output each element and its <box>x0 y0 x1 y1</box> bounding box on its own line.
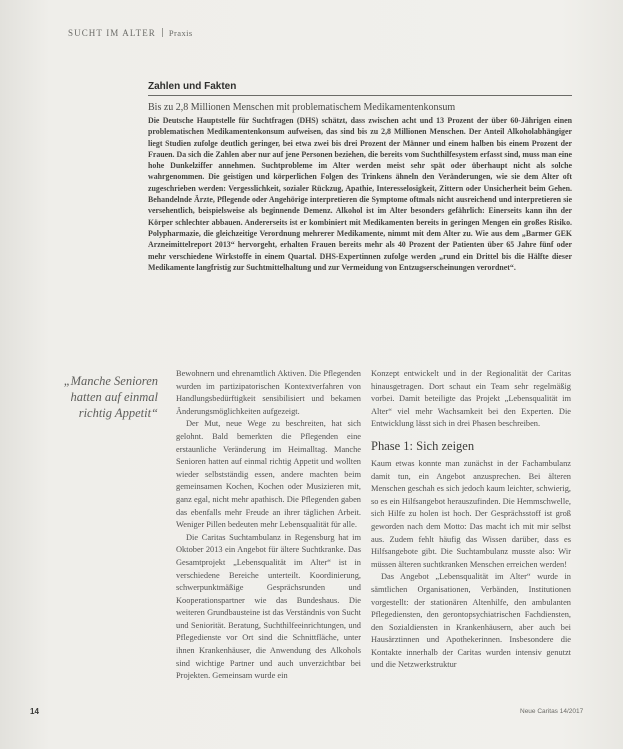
box-divider <box>148 95 572 96</box>
running-head-divider <box>162 28 163 37</box>
box-title: Zahlen und Fakten <box>148 81 237 92</box>
box-subtitle: Bis zu 2,8 Millionen Menschen mit problematischem Medikamentenkonsum <box>148 102 456 113</box>
page-number: 14 <box>30 707 39 716</box>
section-heading: Phase 1: Sich zeigen <box>371 438 475 453</box>
paragraph: Kaum etwas konnte man zunächst in der Fachambulanz damit tun, ein Angebot anzusprechen. Bei älteren Menschen geschah es sich jedoch kaum leichter, schwierig, so es ein Hilfsangebot herauszufinden. Die Hemmschwelle, sich Hilfe zu holen ist hoch. Der Gesprächsstoff ist groß geworden nach dem Motto: Das macht ich mit mir selbst aus. Zudem fehlt häufig das Wissen darüber, dass es Hilfsangebote gibt. Die Suchtambulanz musste also: Wir müssen älteren suchtkranken Menschen erreichen werden! <box>371 458 572 569</box>
running-head <box>68 28 193 38</box>
running-head-title: SUCHT IM ALTER <box>68 28 156 38</box>
paragraph: Die Caritas Suchtambulanz in Regensburg hat im Oktober 2013 ein Angebot für ältere Suchtkranke. Das Gesamtprojekt „Lebensqualität im Alter“ ist in verschiedene Bereiche unterteilt. Koordinierung, schwerpunktmäßige Gesprächsrunden und Kooperationspartner wie das Bundeshaus. Die weiteren Grundbausteine ist das Verständnis von Sucht und Seniorität. Beratung, Suchthilfeeinrichtungen, und Pflegedienste vor Ort sind die Schnittfläche, unter ihnen Krankenhäuser, die Anwendung des Alkohols sind wichtige Partner und auch unverzichtbar bei Projekten. Gemeinsam wurde ein <box>176 532 361 681</box>
running-head-section: Praxis <box>168 28 193 38</box>
paragraph: Bewohnern und ehrenamtlich Aktiven. Die Pflegenden wurden im partizipatorischen Kontextverfahren von Handlungsbedürftigkeit sensibilisiert und bekamen Änderungsmöglichkeiten aufgezeigt. <box>176 369 361 416</box>
paragraph: Konzept entwickelt und in der Regionalität der Caritas hinausgetragen. Dort schaut ein Team sehr regelmäßig vorbei. Damit beteiligte das Projekt „Lebensqualität im Alter“ viel mehr Wachsamkeit bei den Experten. Die Entwicklung lässt sich in drei Phasen beschreiben. <box>371 369 571 429</box>
pull-quote: „Manche Senioren hatten auf einmal richtig Appetit“ <box>63 374 158 420</box>
paragraph: Das Angebot „Lebensqualität im Alter“ wurde in sämtlichen Organisationen, Verbänden, Institutionen vorgestellt: der stationären Altenhilfe, den ambulanten Pflegediensten, den gerontopsychiatrischen Fachdiensten, den Sozialdiensten in Krankenhäusern, aber auch bei Hausärztinnen und Apothekerinnen. Insbesondere die Kontakte innerhalb der Caritas wurden intensiv genutzt und die Netzwerkstruktur <box>371 572 571 670</box>
text-column-1 <box>176 368 361 683</box>
box-body: Die Deutsche Hauptstelle für Suchtfragen (DHS) schätzt, dass zwischen acht und 13 Prozent der über 60-Jährigen einen problematischen Medikamentenkonsum aufweisen, das sind bis zu 2,8 Millionen Menschen. Der Anteil Alkoholabhängiger liegt Studien zufolge deutlich geringer, bei etwa zwei bis drei Prozent der Männer und einem halben bis einem Prozent der Frauen. Da sich die Zahlen aber nur auf jene Personen beziehen, die bereits vom Suchthilfesystem erfasst sind, muss man eine hohe Dunkelziffer annehmen. Suchtprobleme im Alter werden meist sehr spät oder überhaupt nicht als solche wahrgenommen. Die geistigen und körperlichen Folgen des Trinkens ähneln den Veränderungen, wie sie dem Alter oft zugeschrieben werden: Vergesslichkeit, sozialer Rückzug, Apathie, Interesselosigkeit, Zittern oder Unsicherheit beim Gehen. Behandelnde Ärzte, Pflegende oder Angehörige interpretieren die Symptome oftmals nicht ausreichend und interpretieren sie versehentlich, beispielsweise als beginnende Demenz. Alkohol ist im Alter besonders gefährlich: Einerseits kann ihn der Körper schlechter abbauen. Andererseits ist er kombiniert mit Medikamenten bereits in geringen Mengen ein großes Risiko. Polypharmazie, die gleichzeitige Verordnung mehrerer Medikamente, nimmt mit dem Alter zu. Wie aus dem „Barmer GEK Arzneimittelreport 2013“ hervorgeht, erhalten Frauen bereits mehr als 40 Prozent der Patienten über 65 Jahre fünf oder mehr verschiedene Wirkstoffe in einem Quartal. DHS-Expertinnen zufolge werden „rund ein Drittel bis die Hälfte dieser Medikamente langfristig zur Suchtmittelhaltung und zur Vermeidung von Entzugserscheinungen verordnet“. <box>148 116 572 272</box>
text-column-2 <box>371 368 571 672</box>
paragraph: Der Mut, neue Wege zu beschreiten, hat sich gelohnt. Bald bemerkten die Pflegenden eine erstaunliche Veränderung im Heimalltag. Manche Senioren hatten auf einmal richtig Appetit und wollten wieder selbstständig essen, andere machten beim gemeinsamen Kochen, Kochen oder Musizieren mit, ganz egal, nicht mehr apathisch. Die Pflegenden gaben das ebenfalls mehr Freude an ihrer täglichen Arbeit. Weniger Pillen bedeuten mehr Lebensqualität für alle. <box>176 419 361 530</box>
journal-footer: Neue Caritas 14/2017 <box>520 708 584 715</box>
